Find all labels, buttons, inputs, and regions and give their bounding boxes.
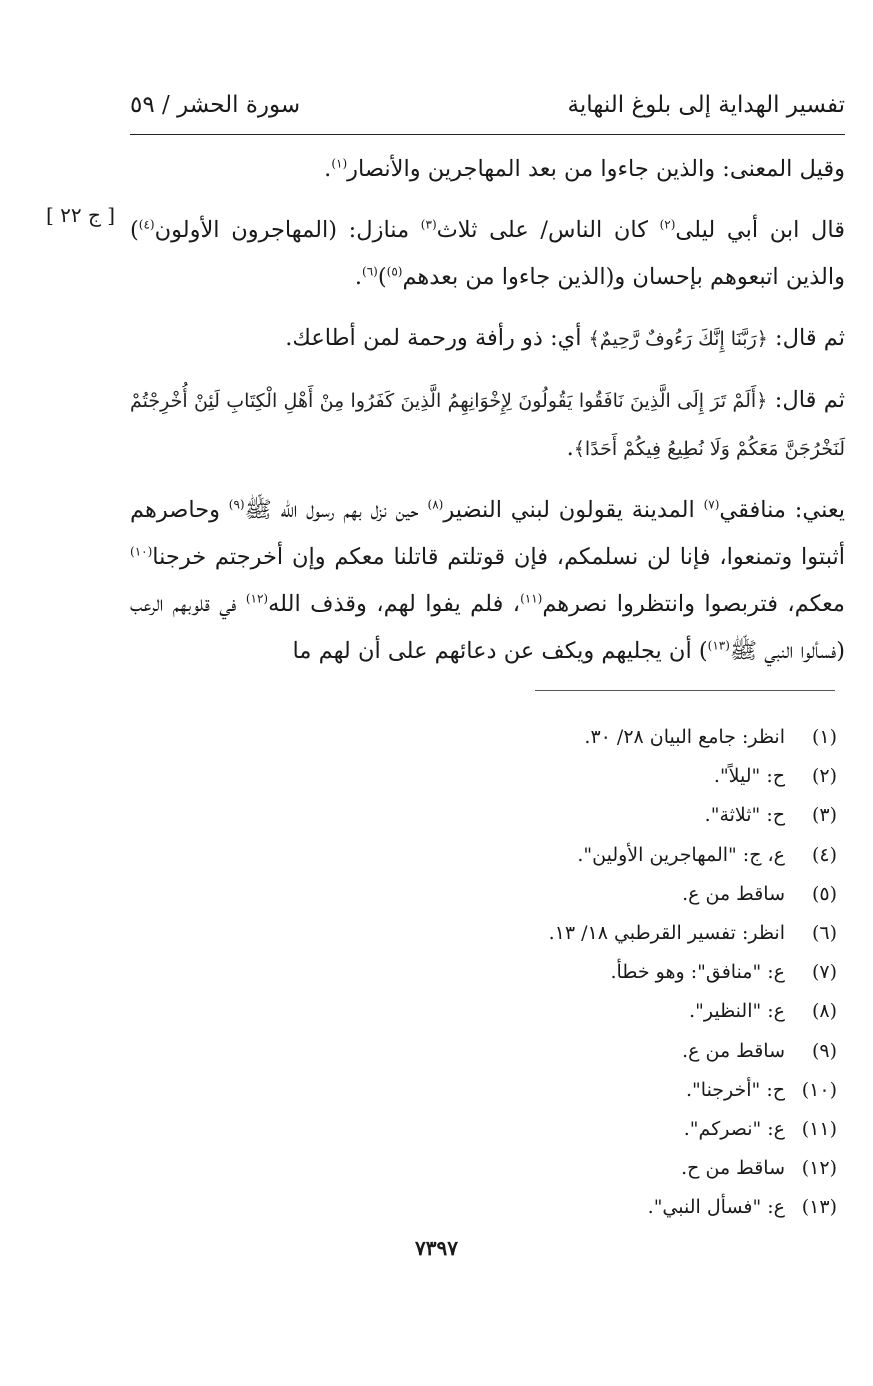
main-text (130, 146, 845, 675)
footnote-marker: (١١) (520, 591, 543, 606)
footnote-text: ساقط من ح. (681, 1157, 785, 1180)
footnote-marker: (٨) (427, 497, 444, 512)
footnote-item (137, 1032, 837, 1071)
footnote-text: ع: "نصركم". (683, 1118, 785, 1141)
footnote-marker: (٩) (228, 497, 245, 512)
footnote-marker: (١) (331, 156, 348, 171)
text-run: قال ابن أبي ليلى (675, 217, 846, 243)
footnote-number: (١٣) (801, 1196, 837, 1219)
paragraph-1 (130, 146, 845, 193)
margin-note: [ ج ٢٢ ] (46, 203, 116, 227)
text-run: ثم قال: (767, 387, 845, 413)
text-run: . (324, 156, 332, 182)
footnote-number: (٧) (811, 961, 837, 984)
footnote-text: ح: "ثلاثة". (704, 804, 785, 827)
text-run: وحاصرهم أثبتوا وتمنعوا، فإنا لن نسلمكم، فإن قوتلتم قاتلنا معكم وإن أخرجتم خرجنا (130, 497, 845, 570)
footnote-number: (٩) (811, 1039, 837, 1062)
text-run: يعني: منافقي (719, 497, 845, 523)
footnote-item (137, 1149, 837, 1188)
footnote-text: انظر: جامع البيان ٢٨/ ٣٠. (584, 726, 785, 748)
text-run: حين نزل بهم رسول الله ﷺ (244, 497, 428, 523)
paragraph-2 (130, 207, 845, 301)
text-run: منازل: (المهاجرون الأولون (154, 217, 421, 243)
footnote-marker: (٧) (703, 497, 720, 512)
footnote-item (137, 757, 837, 796)
paragraph-3 (130, 315, 845, 363)
footnote-item (137, 1110, 837, 1149)
footnote-text: ع: "منافق": وهو خطأ. (610, 961, 785, 984)
footnote-item (137, 875, 837, 914)
footnote-marker: (٦) (362, 264, 378, 279)
footnote-marker: (١٠) (130, 544, 153, 559)
paragraph-5 (130, 487, 845, 675)
footnote-marker: (٤) (138, 217, 155, 232)
text-run: ثم قال: (767, 325, 845, 351)
text-run: أي: ذو رأفة ورحمة لمن أطاعك. (285, 325, 589, 351)
quran-verse: ﴿أَلَمْ تَرَ إِلَى الَّذِينَ نَافَقُوا يَقُولُونَ لِإِخْوَانِهِمُ الَّذِينَ كَفَرُوا مِنْ أَهْلِ الْكِتَابِ لَئِنْ أُخْرِجْتُمْ لَنَخْرُجَنَّ مَعَكُمْ وَلَا نُطِيعُ فِيكُمْ أَحَدًا﴾ (130, 390, 845, 460)
paragraph-gap (130, 301, 845, 315)
text-run: ) والذين اتبعوهم بإحسان و(الذين جاءوا من بعدهم (130, 217, 845, 290)
text-run: كان الناس/ على ثلاث (436, 217, 660, 243)
footnote-number: (٣) (811, 804, 837, 827)
text-run: في قلوبهم الرعب (فسألوا النبي ﷺ (130, 591, 845, 664)
footnote-item (137, 796, 837, 835)
book-title: تفسير الهداية إلى بلوغ النهاية (567, 92, 845, 118)
footnote-number: (٢) (811, 765, 837, 788)
footnote-number: (٦) (811, 922, 837, 945)
footnotes-list (137, 718, 837, 1228)
paragraph-gap (130, 473, 845, 487)
footnote-text: ح: "أخرجنا". (686, 1078, 785, 1101)
footnote-number: (٤) (811, 843, 837, 866)
footnote-text: انظر: تفسير القرطبي ١٨/ ١٣. (548, 922, 785, 945)
quran-verse: ﴿رَبَّنَا إِنَّكَ رَءُوفٌ رَّحِيمٌ﴾ (588, 328, 768, 350)
paragraph-4 (130, 377, 845, 473)
footnote-item (137, 914, 837, 953)
text-run: . (354, 264, 363, 290)
footnote-item (137, 953, 837, 992)
text-run: ) (377, 264, 387, 290)
footnote-number: (١١) (801, 1118, 837, 1141)
text-run: وقيل المعنى: والذين جاءوا من بعد المهاجرين والأنصار (347, 156, 845, 182)
page-number: ٧٣٩٧ (415, 1236, 458, 1260)
footnote-marker: (٢) (659, 217, 676, 232)
footnote-marker: (٥) (386, 264, 403, 279)
text-run: المدينة يقولون لبني النضير (443, 497, 704, 523)
text-run: ) أن يجليهم ويكف عن دعائهم على أن لهم ما (292, 638, 708, 664)
text-run: معكم، فتربصوا وانتظروا نصرهم (542, 591, 845, 617)
footnote-text: ساقط من ع. (682, 882, 785, 905)
surah-page-label: سورة الحشر / ٥٩ (130, 92, 301, 118)
footnote-marker: (١٣) (707, 638, 730, 653)
footnote-text: ع: "فسأل النبي". (647, 1196, 785, 1219)
footnote-item (137, 718, 837, 757)
footnote-number: (١٠) (801, 1078, 837, 1101)
text-run: ، فلم يفوا لهم، وقذف الله (268, 591, 521, 617)
footnote-marker: (١٢) (245, 591, 269, 606)
paragraph-gap (130, 363, 845, 377)
footnote-number: (٥) (811, 882, 837, 905)
header-rule (130, 134, 845, 135)
paragraph-gap (130, 193, 845, 207)
text-run: . (566, 435, 574, 461)
footnote-number: (١) (811, 726, 837, 748)
footnote-rule (535, 690, 835, 691)
footnote-text: ع، ج: "المهاجرين الأولين". (577, 843, 785, 866)
footnote-number: (١٢) (801, 1157, 837, 1180)
running-header (130, 86, 845, 126)
footnote-item (137, 1188, 837, 1227)
footnote-item (137, 1071, 837, 1110)
footnote-item (137, 992, 837, 1031)
footnote-text: ح: "ليلاً". (713, 765, 785, 788)
footnote-marker: (٣) (420, 217, 437, 232)
footnote-text: ع: "النظير". (689, 1000, 785, 1023)
footnote-text: ساقط من ع. (682, 1039, 785, 1062)
footnote-number: (٨) (811, 1000, 837, 1023)
footnote-item (137, 836, 837, 875)
